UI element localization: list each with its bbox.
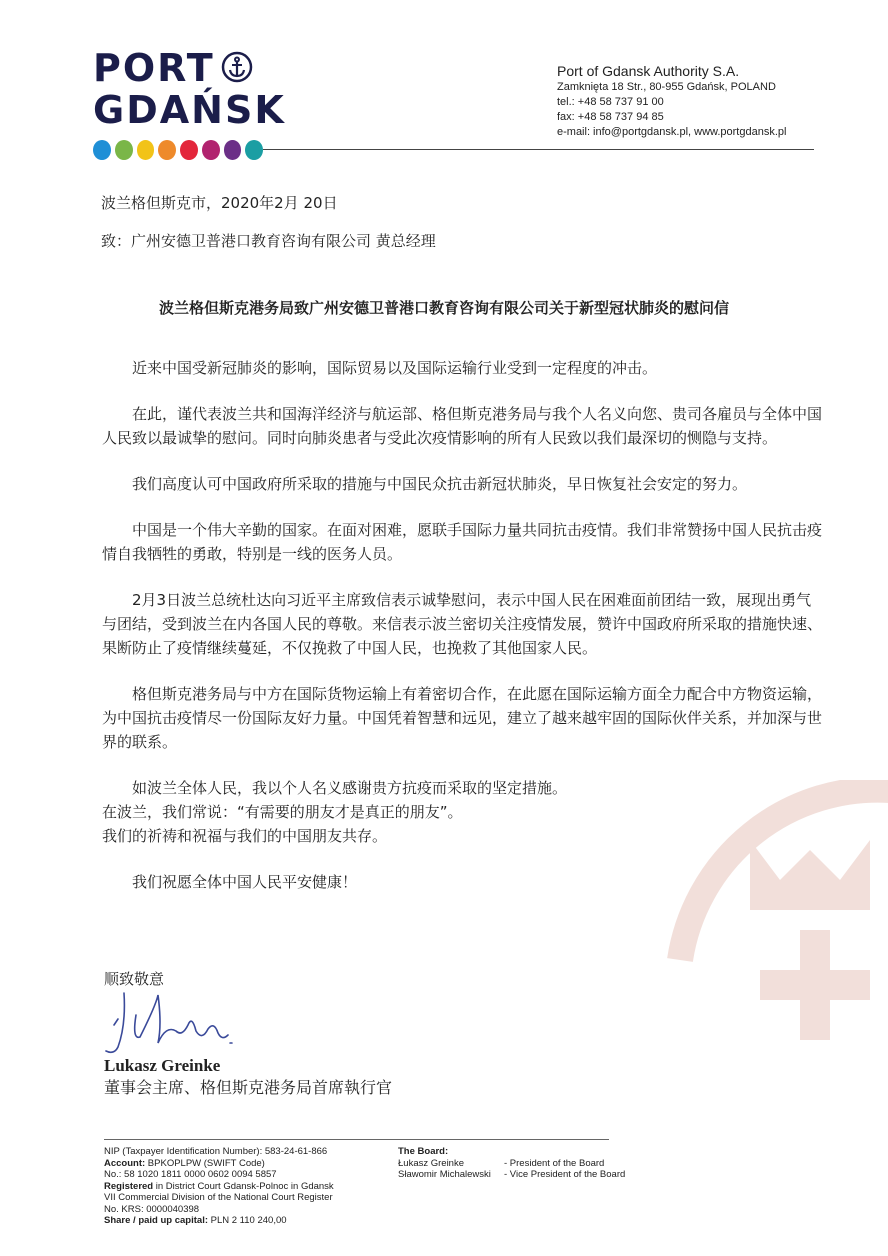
paragraph-6: 格但斯克港务局与中方在国际货物运输上有着密切合作，在此愿在国际运输方面全力配合中方物资运输，为中国抗击疫情尽一份国际友好力量。中国凭着智慧和远见，建立了越来越牢固的国际伙伴关系，并加深与世界的联系。 xyxy=(102,685,823,751)
port-gdansk-logo xyxy=(93,46,286,160)
authority-email: e-mail: info@portgdansk.pl, www.portgdansk.pl xyxy=(557,126,787,138)
authority-tel: tel.: +48 58 737 91 00 xyxy=(557,96,664,108)
footer-board xyxy=(398,1146,625,1181)
authority-contact-block xyxy=(557,62,786,140)
thanks-line-1: 如波兰全体人民，我以个人名义感谢贵方抗疫而采取的坚定措施。 xyxy=(132,779,568,797)
logo-dot xyxy=(137,140,155,160)
footer-division: VII Commercial Division of the National Court Register xyxy=(104,1192,333,1203)
logo-word-port: PORT xyxy=(93,48,263,90)
paragraph-3: 我们高度认可中国政府所采取的措施与中国民众抗击新冠状肺炎，早日恢复社会安定的努力。 xyxy=(132,475,748,493)
footer-divider xyxy=(104,1139,609,1140)
footer-company-details xyxy=(104,1146,334,1227)
paragraph-4: 中国是一个伟大辛勤的国家。在面对困难，愿联手国际力量共同抗击疫情。我们非常赞扬中国人民抗击疫情自我牺牲的勇敢，特别是一线的医务人员。 xyxy=(102,521,823,563)
footer-nip: NIP (Taxpayer Identification Number): 583-24-61-866 xyxy=(104,1146,328,1157)
place-date: 波兰格但斯克市，2020年2月 20日 xyxy=(101,194,338,212)
logo-dot xyxy=(245,140,263,160)
signer-name: Lukasz Greinke xyxy=(104,1056,221,1075)
authority-name: Port of Gdansk Authority S.A. xyxy=(557,63,740,79)
footer-account: Account: BPKOPLPW (SWIFT Code) xyxy=(104,1157,265,1169)
footer-registered: Registered in District Court Gdansk-Polnoc in Gdansk xyxy=(104,1180,334,1192)
closing-salutation: 顺致敬意 xyxy=(104,970,165,988)
logo-dot xyxy=(180,140,198,160)
footer-capital: Share / paid up capital: PLN 2 110 240,00 xyxy=(104,1215,287,1226)
board-member: Łukasz Greinke - President of the Board xyxy=(398,1157,605,1169)
logo-dot xyxy=(224,140,242,160)
logo-dot xyxy=(115,140,133,160)
thanks-line-3: 我们的祈祷和祝福与我们的中国朋友共存。 xyxy=(102,827,388,845)
logo-dot xyxy=(158,140,176,160)
footer-account-number: No.: 58 1020 1811 0000 0602 0094 5857 xyxy=(104,1169,277,1180)
logo-word-gdansk: GDAŃSK xyxy=(93,88,286,132)
board-member: Sławomir Michalewski - Vice President of the Board xyxy=(398,1169,626,1180)
letter-title: 波兰格但斯克港务局致广州安德卫普港口教育咨询有限公司关于新型冠状肺炎的慰问信 xyxy=(158,299,729,317)
recipient: 致：广州安德卫普港口教育咨询有限公司 黄总经理 xyxy=(101,232,436,250)
logo-color-dots xyxy=(93,140,263,160)
authority-fax: fax: +48 58 737 94 85 xyxy=(557,111,664,123)
logo-dot xyxy=(93,140,111,160)
anchor-icon xyxy=(221,50,253,90)
thanks-line-2: 在波兰，我们常说：“有需要的朋友才是真正的朋友”。 xyxy=(102,803,463,821)
logo-dot xyxy=(202,140,220,160)
wish-line: 我们祝愿全体中国人民平安健康！ xyxy=(132,873,358,891)
paragraph-2: 在此，谨代表波兰共和国海洋经济与航运部、格但斯克港务局与我个人名义向您、贵司各雇员与全体中国人民致以最诚挚的慰问。同时向肺炎患者与受此次疫情影响的所有人民致以我们最深切的恻隐与支持。 xyxy=(102,405,823,447)
paragraph-1: 近来中国受新冠肺炎的影响，国际贸易以及国际运输行业受到一定程度的冲击。 xyxy=(132,359,658,377)
paragraph-5: 2月3日波兰总统杜达向习近平主席致信表示诚挚慰问，表示中国人民在困难面前团结一致，展现出勇气与团结，受到波兰在内各国人民的尊敬。来信表示波兰密切关注疫情发展，赞许中国政府所采取的措施快速、果断防止了疫情继续蔓延，不仅挽救了中国人民，也挽救了其他国家人民。 xyxy=(102,591,823,657)
footer-board-label: The Board: xyxy=(398,1146,449,1157)
footer-krs: No. KRS: 0000040398 xyxy=(104,1203,200,1215)
signer-title: 董事会主席、格但斯克港务局首席執行官 xyxy=(104,1078,393,1097)
authority-address: Zamknięta 18 Str., 80-955 Gdańsk, POLAND xyxy=(557,81,776,93)
header-divider xyxy=(263,149,814,150)
letter-body xyxy=(102,356,822,894)
